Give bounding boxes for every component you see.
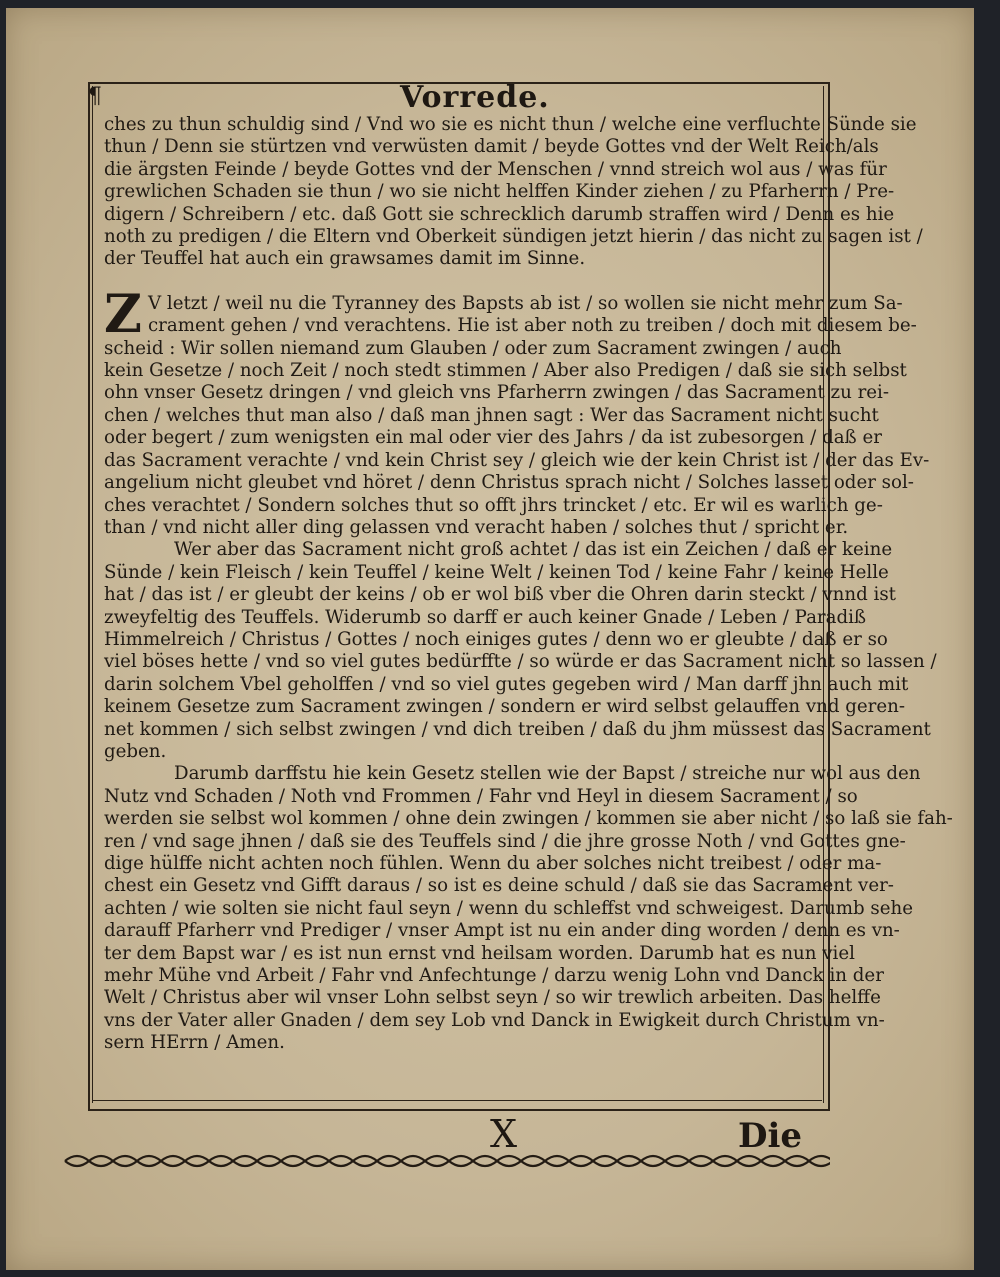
text-line: digern / Schreibern / etc. daß Gott sie schrecklich darumb straffen wird / Denn es hie bbox=[104, 203, 895, 225]
footer-rule bbox=[92, 1100, 822, 1101]
text-line: Sünde / kein Fleisch / kein Teuffel / keine Welt / keinen Tod / keine Fahr / keine Helle bbox=[104, 561, 889, 583]
paragraph bbox=[104, 539, 937, 763]
text-line: werden sie selbst wol kommen / ohne dein zwingen / kommen sie aber nicht / so laß sie fah- bbox=[104, 808, 953, 830]
text-line: crament gehen / vnd verachtens. Hie ist aber noth zu treiben / doch mit diesem be- bbox=[147, 315, 917, 337]
text-line: Welt / Christus aber wil vnser Lohn selbst seyn / so wir trewlich arbeiten. Das helffe bbox=[104, 987, 881, 1009]
text-line: chen / welches thut man also / daß man jhnen sagt : Wer das Sacrament nicht sucht bbox=[104, 404, 879, 426]
text-line: ches verachtet / Sondern solches thut so offt jhrs trincket / etc. Er wil es warlich ge- bbox=[104, 494, 883, 516]
text-line: keinem Gesetze zum Sacrament zwingen / sondern er wird selbst gelauffen vnd geren- bbox=[104, 696, 905, 718]
body-text bbox=[104, 114, 953, 1055]
text-line: Darumb darffstu hie kein Gesetz stellen wie der Bapst / streiche nur wol aus den bbox=[174, 763, 921, 785]
text-line: geben. bbox=[104, 740, 167, 762]
ornament-border bbox=[60, 1148, 830, 1174]
text-line: sern HErrn / Amen. bbox=[104, 1032, 285, 1054]
text-line: angelium nicht gleubet vnd höret / denn Christus sprach nicht / Solches lasset oder sol- bbox=[104, 472, 914, 494]
text-line: oder begert / zum wenigsten ein mal oder vier des Jahrs / da ist zubesorgen / daß er bbox=[104, 427, 882, 449]
text-line: noth zu predigen / die Eltern vnd Oberkeit sündigen jetzt hierin / das nicht zu sagen ist / bbox=[104, 226, 923, 248]
text-line: net kommen / sich selbst zwingen / vnd dich treiben / daß du jhm müssest das Sacrament bbox=[104, 718, 931, 740]
text-line: mehr Mühe vnd Arbeit / Fahr vnd Anfechtunge / darzu wenig Lohn vnd Danck in der bbox=[104, 965, 884, 987]
text-line: der Teuffel hat auch ein grawsames damit im Sinne. bbox=[104, 248, 586, 270]
text-line: hat / das ist / er gleubt der keins / ob er wol biß vber die Ohren darin steckt / vnnd ist bbox=[104, 584, 896, 606]
text-line: V letzt / weil nu die Tyranney des Bapsts ab ist / so wollen sie nicht mehr zum Sa- bbox=[147, 292, 903, 314]
text-line: grewlichen Schaden sie thun / wo sie nicht helffen Kinder ziehen / zu Pfarherrn / Pre- bbox=[104, 181, 895, 203]
text-line: vns der Vater aller Gnaden / dem sey Lob vnd Danck in Ewigkeit durch Christum vn- bbox=[104, 1009, 885, 1031]
text-line: chest ein Gesetz vnd Gifft daraus / so ist es deine schuld / daß sie das Sacrament ver- bbox=[104, 875, 894, 897]
margin-marker: ¶ bbox=[88, 84, 102, 109]
text-line: ren / vnd sage jhnen / daß sie des Teuffels sind / die jhre grosse Noth / vnd Gottes gne- bbox=[104, 830, 906, 852]
text-line: achten / wie solten sie nicht faul seyn / wenn du schleffst vnd schweigest. Darumb sehe bbox=[104, 897, 914, 919]
text-line: viel böses hette / vnd so viel gutes bedürffte / so würde er das Sacrament nicht so lassen / bbox=[104, 651, 937, 673]
paragraph bbox=[104, 763, 953, 1054]
text-line: das Sacrament verachte / vnd kein Christ sey / gleich wie der kein Christ ist / der das Ev- bbox=[104, 449, 930, 471]
text-line: than / vnd nicht aller ding gelassen vnd veracht haben / solches thut / spricht er. bbox=[104, 516, 849, 538]
text-line: ches zu thun schuldig sind / Vnd wo sie es nicht thun / welche eine verfluchte Sünde sie bbox=[104, 114, 917, 135]
text-line: Wer aber das Sacrament nicht groß achtet / das ist ein Zeichen / daß er keine bbox=[174, 539, 893, 561]
text-line: darin solchem Vbel geholffen / vnd so viel gutes gegeben wird / Man darff jhn auch mit bbox=[104, 673, 909, 695]
initial-capital: Z bbox=[104, 283, 142, 345]
text-line: Nutz vnd Schaden / Noth vnd Frommen / Fahr vnd Heyl in diesem Sacrament / so bbox=[104, 785, 858, 807]
catchword: Die bbox=[738, 1116, 803, 1156]
paragraph bbox=[104, 114, 923, 271]
text-line: ter dem Bapst war / es ist nun ernst vnd heilsam worden. Darumb hat es nun viel bbox=[104, 942, 855, 964]
text-line: dige hülffe nicht achten noch fühlen. Wenn du aber solches nicht treibest / oder ma- bbox=[104, 853, 882, 874]
text-line: die ärgsten Feinde / beyde Gottes vnd der Menschen / vnnd streich wol aus / was für bbox=[104, 158, 887, 180]
signature-mark: X bbox=[490, 1112, 518, 1156]
text-line: kein Gesetze / noch Zeit / noch stedt stimmen / Aber also Predigen / daß sie sich selbst bbox=[104, 360, 907, 382]
text-line: ohn vnser Gesetz dringen / vnd gleich vns Pfarherrn zwingen / das Sacrament zu rei- bbox=[104, 382, 889, 404]
text-line: scheid : Wir sollen niemand zum Glauben / oder zum Sacrament zwingen / auch bbox=[104, 337, 842, 359]
paragraph bbox=[104, 283, 930, 539]
text-line: zweyfeltig des Teuffels. Widerumb so darff er auch keiner Gnade / Leben / Paradiß bbox=[104, 606, 867, 628]
running-header: Vorrede. bbox=[400, 80, 550, 115]
text-line: darauff Pfarherr vnd Prediger / vnser Ampt ist nu ein ander ding worden / denn es vn- bbox=[104, 920, 900, 942]
text-line: thun / Denn sie stürtzen vnd verwüsten damit / beyde Gottes vnd der Welt Reich/als bbox=[104, 136, 879, 158]
text-line: Himmelreich / Christus / Gottes / noch einiges gutes / denn wo er gleubte / daß er so bbox=[104, 628, 888, 650]
